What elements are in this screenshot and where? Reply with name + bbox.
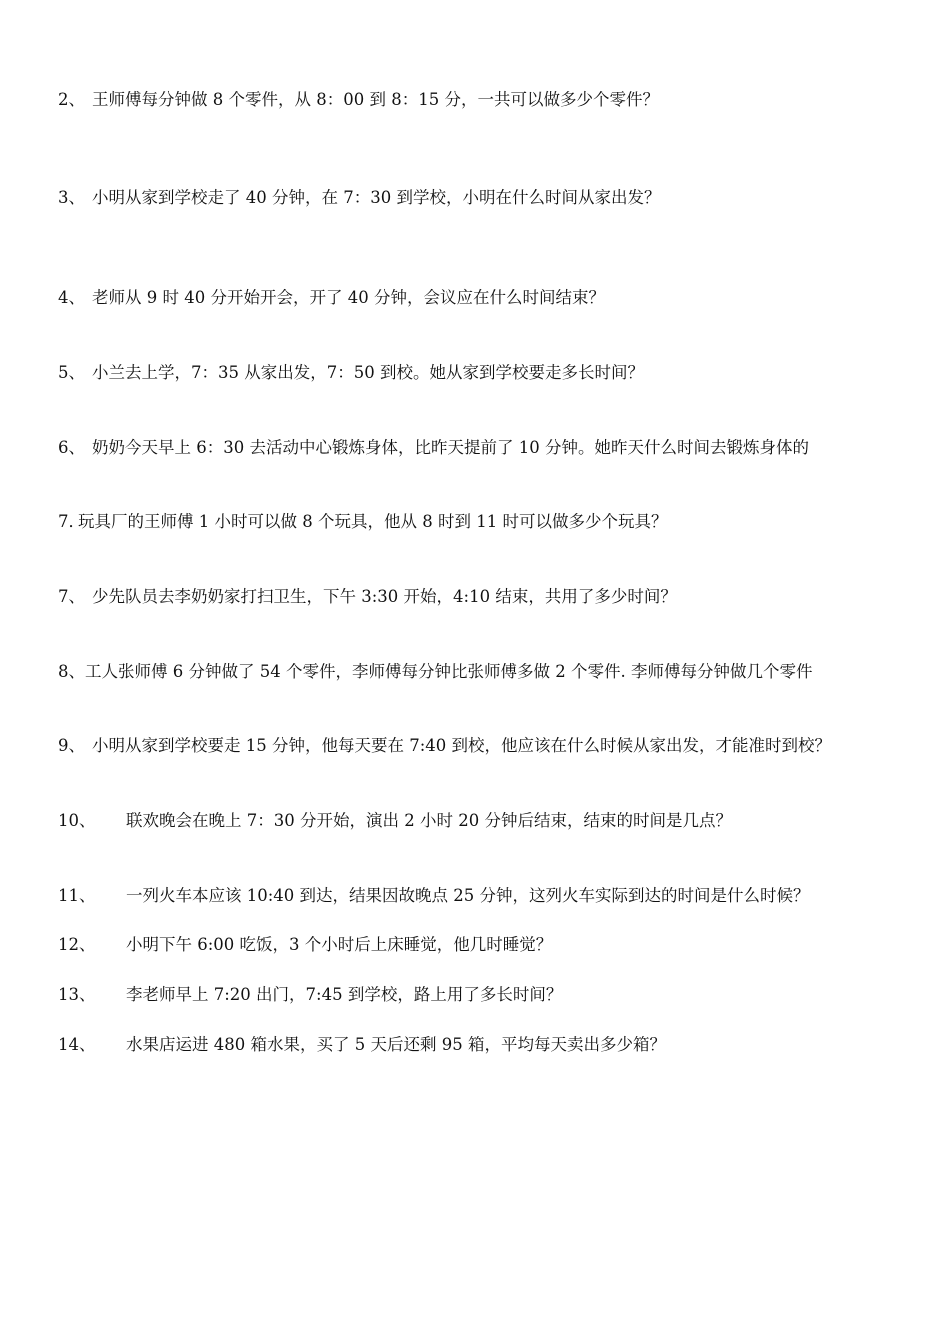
question-number: 6、: [58, 438, 85, 457]
question-number: 7、: [58, 587, 85, 606]
question-11: [58, 885, 920, 907]
question-6: [58, 437, 920, 459]
question-text: 工人张师傅 6 分钟做了 54 个零件，李师傅每分钟比张师傅多做 2 个零件. 李师傅每分钟做几个零件: [85, 662, 813, 681]
question-text: 少先队员去李奶奶家打扫卫生，下午 3:30 开始，4:10 结束，共用了多少时间？: [92, 587, 677, 606]
question-number: 2、: [58, 90, 85, 109]
question-9: [58, 735, 920, 757]
question-5: [58, 362, 920, 384]
question-number: 5、: [58, 363, 85, 382]
question-text: 水果店运进 480 箱水果，买了 5 天后还剩 95 箱，平均每天卖出多少箱？: [126, 1035, 666, 1054]
question-number: 11、: [58, 886, 96, 905]
question-text: 奶奶今天早上 6：30 去活动中心锻炼身体，比昨天提前了 10 分钟。她昨天什么时间去锻炼身体的: [92, 438, 809, 457]
question-7a: [58, 511, 920, 533]
question-text: 老师从 9 时 40 分开始开会，开了 40 分钟，会议应在什么时间结束？: [92, 288, 605, 307]
question-text: 小明下午 6:00 吃饭，3 个小时后上床睡觉，他几时睡觉？: [126, 935, 553, 954]
question-text: 联欢晚会在晚上 7：30 分开始，演出 2 小时 20 分钟后结束，结束的时间是几点？: [126, 811, 732, 830]
question-4: [58, 287, 920, 309]
question-number: 8、: [58, 662, 85, 681]
question-number: 7．: [58, 512, 85, 531]
question-number: 12、: [58, 935, 96, 954]
question-number: 14、: [58, 1035, 96, 1054]
question-number: 4、: [58, 288, 85, 307]
question-12: [58, 934, 920, 956]
question-text: 小明从家到学校要走 15 分钟，他每天要在 7:40 到校，他应该在什么时候从家出发，才能准时到校？: [92, 736, 832, 755]
question-3: [58, 187, 920, 209]
question-number: 9、: [58, 736, 85, 755]
question-14: [58, 1034, 920, 1056]
question-text: 小兰去上学，7：35 从家出发，7：50 到校。她从家到学校要走多长时间？: [92, 363, 644, 382]
question-7b: [58, 586, 920, 608]
question-2: [58, 89, 920, 111]
question-13: [58, 984, 920, 1006]
question-text: 玩具厂的王师傅 1 小时可以做 8 个玩具，他从 8 时到 11 时可以做多少个玩具？: [78, 512, 668, 531]
question-text: 小明从家到学校走了 40 分钟，在 7：30 到学校，小明在什么时间从家出发？: [92, 188, 661, 207]
question-text: 王师傅每分钟做 8 个零件，从 8：00 到 8：15 分，一共可以做多少个零件？: [92, 90, 659, 109]
question-10: [58, 810, 920, 832]
question-number: 3、: [58, 188, 85, 207]
question-text: 李老师早上 7:20 出门，7:45 到学校，路上用了多长时间？: [126, 985, 563, 1004]
question-number: 10、: [58, 811, 96, 830]
question-number: 13、: [58, 985, 96, 1004]
question-8: [58, 661, 920, 683]
question-text: 一列火车本应该 10:40 到达，结果因故晚点 25 分钟，这列火车实际到达的时间是什么时候？: [126, 886, 810, 905]
